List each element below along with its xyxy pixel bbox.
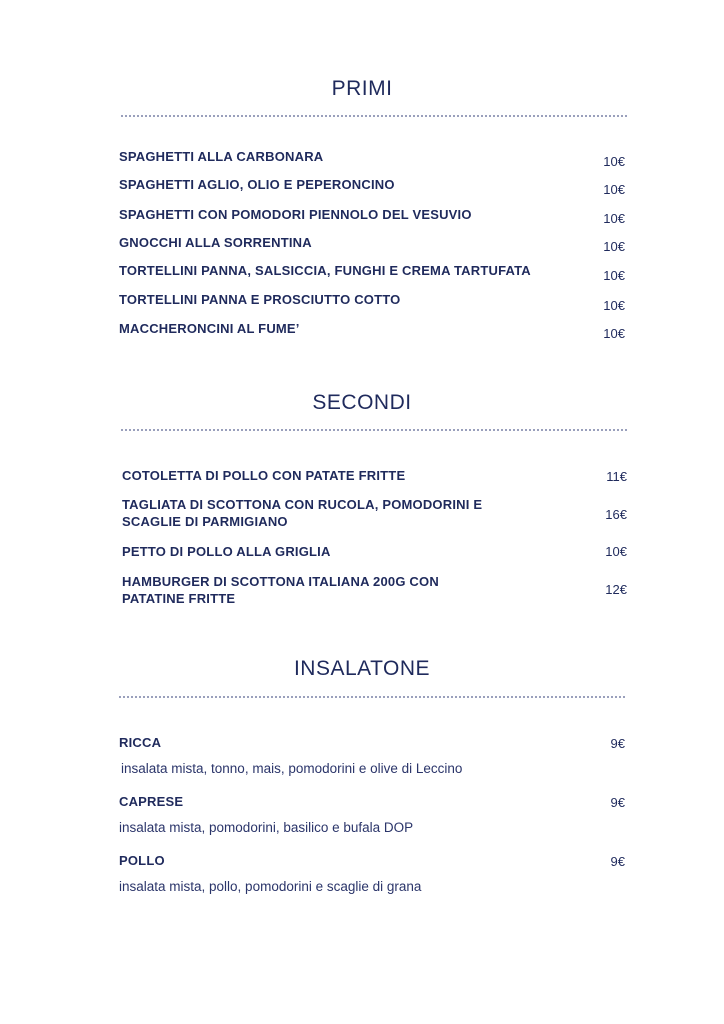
menu-item-price: 10€ [603,182,625,197]
menu-item-name: COTOLETTA DI POLLO CON PATATE FRITTE [122,468,406,483]
menu-item-name: SPAGHETTI CON POMODORI PIENNOLO DEL VESUVIO [119,207,472,222]
menu-item-name: RICCA [119,735,162,750]
section-title-primi: PRIMI [331,77,393,100]
menu-item-price: 9€ [610,854,625,869]
menu-item-price: 9€ [610,736,625,751]
menu-item-name: CAPRESE [119,794,184,809]
menu-item-price: 10€ [603,211,625,226]
menu-item-name: GNOCCHI ALLA SORRENTINA [119,235,312,250]
menu-item-price: 16€ [605,507,627,522]
menu-item-price: 10€ [605,544,627,559]
menu-item-name: PETTO DI POLLO ALLA GRIGLIA [122,544,331,559]
section-title-insalatone: INSALATONE [293,657,431,680]
menu-item-name: PATATINE FRITTE [122,591,236,606]
section-title-secondi: SECONDI [312,391,412,414]
menu-item-name: POLLO [119,853,165,868]
menu-item-price: 10€ [603,298,625,313]
menu-item-name: MACCHERONCINI AL FUME’ [119,321,300,336]
menu-item-price: 9€ [610,795,625,810]
menu-item-price: 10€ [603,326,625,341]
menu-item-price: 10€ [603,154,625,169]
menu-item-description: insalata mista, tonno, mais, pomodorini e olive di Leccino [121,761,463,776]
section-divider [121,429,627,431]
menu-item-price: 11€ [606,469,627,484]
section-divider [121,115,627,117]
menu-item-price: 10€ [603,239,625,254]
menu-item-name: TAGLIATA DI SCOTTONA CON RUCOLA, POMODORINI E [122,497,483,512]
menu-item-name: TORTELLINI PANNA, SALSICCIA, FUNGHI E CREMA TARTUFATA [119,263,531,278]
menu-item-name: SPAGHETTI AGLIO, OLIO E PEPERONCINO [119,177,395,192]
menu-item-name: TORTELLINI PANNA E PROSCIUTTO COTTO [119,292,401,307]
menu-item-description: insalata mista, pollo, pomodorini e scaglie di grana [119,879,422,894]
section-divider [119,696,625,698]
menu-item-name: HAMBURGER DI SCOTTONA ITALIANA 200G CON [122,574,439,589]
menu-item-description: insalata mista, pomodorini, basilico e bufala DOP [119,820,414,835]
menu-item-name: SCAGLIE DI PARMIGIANO [122,514,288,529]
menu-item-price: 10€ [603,268,625,283]
menu-item-name: SPAGHETTI ALLA CARBONARA [119,149,324,164]
menu-item-price: 12€ [605,582,627,597]
